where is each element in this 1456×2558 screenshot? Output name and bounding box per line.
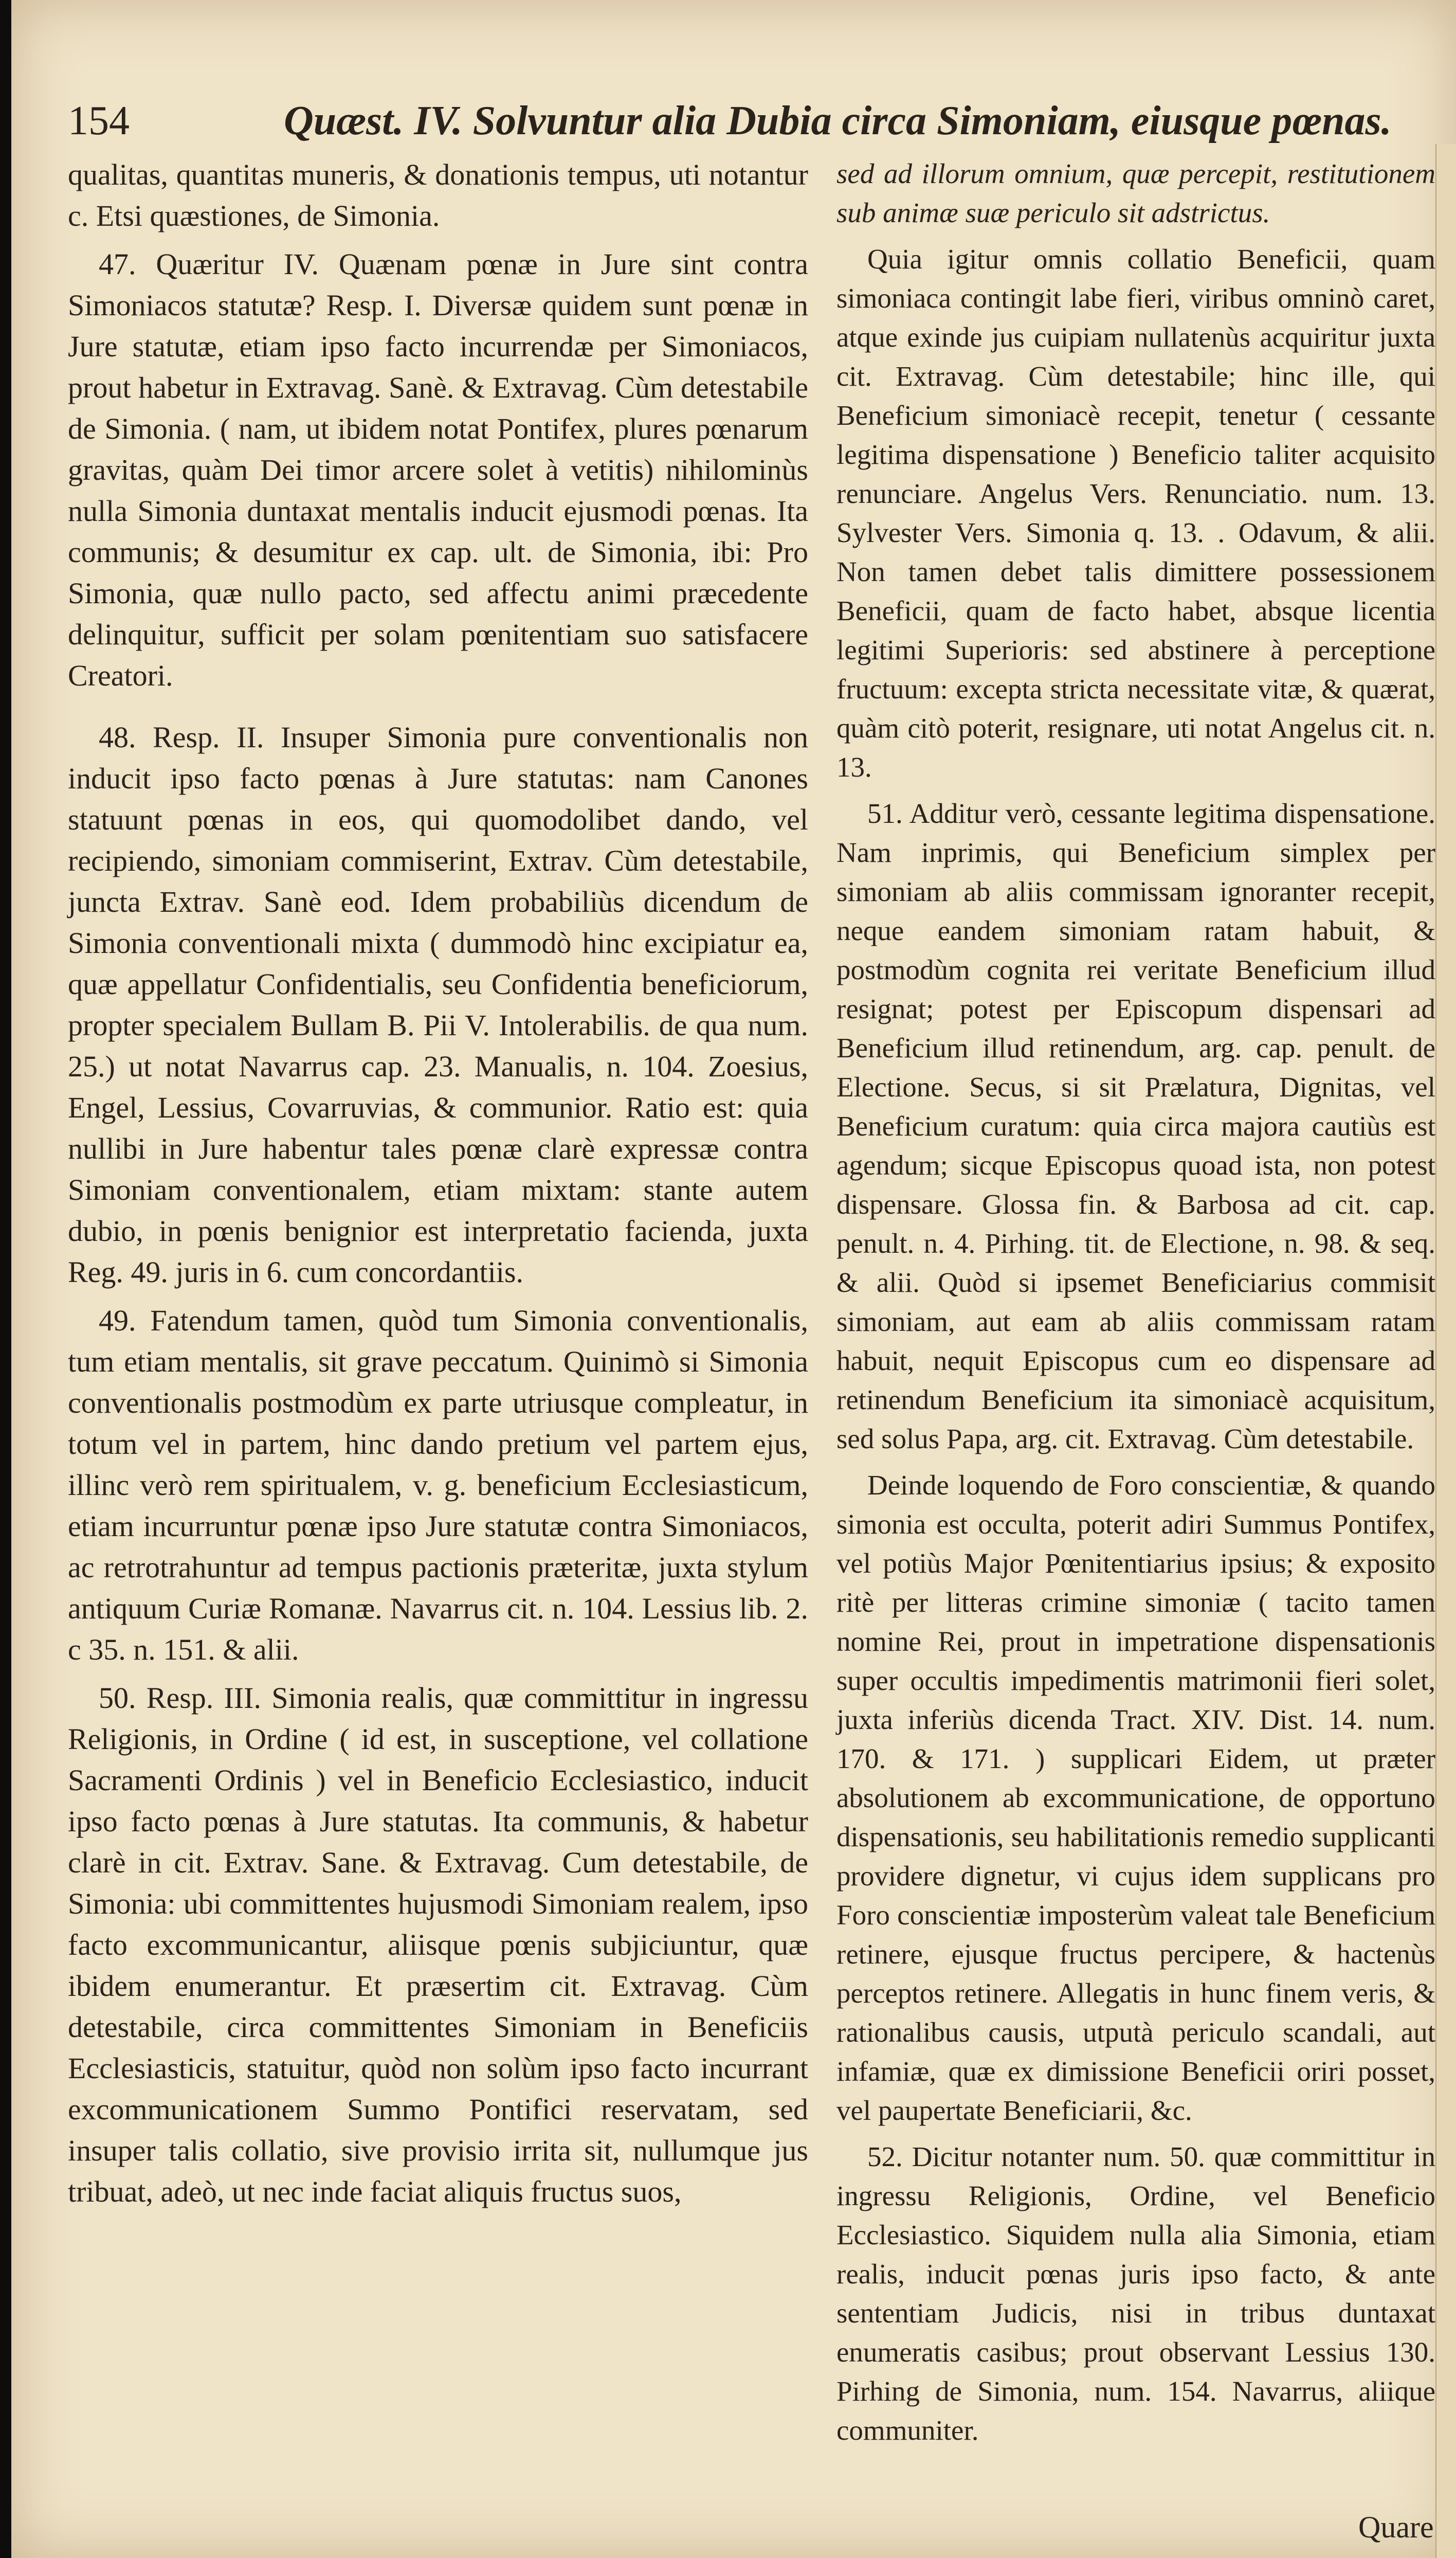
adjacent-page-edge: [1435, 144, 1456, 2558]
right-column: [836, 154, 1435, 2457]
running-title: Quæst. IV. Solvuntur alia Dubia circa Simoniam, eiusque pœnas.: [284, 98, 1392, 143]
paragraph: Quia igitur omnis collatio Beneficii, quam simoniaca contingit labe fieri, viribus omninò caret, atque exinde jus cuipiam nullatenùs acquiritur juxta cit. Extravag. Cùm detestabile; hinc ille, qui Beneficium simoniacè recepit, tenetur ( cessante legitima dispensatione ) Beneficio taliter acquisito renunciare. Angelus Vers. Renunciatio. num. 13. Sylvester Vers. Simonia q. 13. . Odavum, & alii. Non tamen debet talis dimittere possessionem Beneficii, quam de facto habet, absque licentia legitimi Superioris: sed abstinere à perceptione fructuum: excepta stricta necessitate vitæ, & quærat, quàm citò poterit, resignare, uti notat Angelus cit. n. 13.: [836, 243, 1435, 783]
paragraph: 52. Dicitur notanter num. 50. quæ committitur in ingressu Religionis, Ordine, vel Beneficio Ecclesiastico. Siquidem nulla alia Simonia, etiam realis, inducit pœnas juris ipso facto, & ante sententiam Judicis, nisi in tribus duntaxat enumeratis casibus; prout observant Lessius 130. Pirhing de Simonia, num. 154. Navarrus, aliique communiter.: [836, 2141, 1435, 2446]
book-page: [11, 0, 1456, 2558]
paragraph: qualitas, quantitas muneris, & donationis tempus, uti notantur c. Etsi quæstiones, de Simonia.: [68, 158, 808, 232]
paragraph: 49. Fatendum tamen, quòd tum Simonia conventionalis, tum etiam mentalis, sit grave peccatum. Quinimò si Simonia conventionalis postmodùm ex parte utriusque compleatur, in totum vel in partem, hinc dando pretium vel partem ejus, illinc verò rem spiritualem, v. g. beneficium Ecclesiasticum, etiam incurruntur pœnæ ipso Jure statutæ contra Simoniacos, ac retrotrahuntur ad tempus pactionis præteritæ, juxta stylum antiquum Curiæ Romanæ. Navarrus cit. n. 104. Lessius lib. 2. c 35. n. 151. & alii.: [68, 1304, 808, 1666]
paragraph: 47. Quæritur IV. Quænam pœnæ in Jure sint contra Simoniacos statutæ? Resp. I. Diversæ quidem sunt pœnæ in Jure statutæ, etiam ipso facto incurrendæ per Simoniacos, prout habetur in Extravag. Sanè. & Extravag. Cùm detestabile de Simonia. ( nam, ut ibidem notat Pontifex, plures pœnarum gravitas, quàm Dei timor arcere solet à vetitis) nihilominùs nulla Simonia duntaxat mentalis inducit ejusmodi pœnas. Ita communis; & desumitur ex cap. ult. de Simonia, ibi: Pro Simonia, quæ nullo pacto, sed affectu animi præcedente delinquitur, sufficit per solam pœnitentiam suo satisfacere Creatori.: [68, 247, 808, 692]
paragraph: 50. Resp. III. Simonia realis, quæ committitur in ingressu Religionis, in Ordine ( id est, in susceptione, vel collatione Sacramenti Ordinis ) vel in Beneficio Ecclesiastico, inducit ipso facto pœnas à Jure statutas. Ita communis, & habetur clarè in cit. Extrav. Sane. & Extravag. Cum detestabile, de Simonia: ubi committentes hujusmodi Simoniam realem, ipso facto excommunicantur, aliisque pœnis subjiciuntur, quæ ibidem enumerantur. Et præsertim cit. Extravag. Cùm detestabile, circa committentes Simoniam in Beneficiis Ecclesiasticis, statuitur, quòd non solùm ipso facto incurrant excommunicationem Summo Pontifici reservatam, sed insuper talis collatio, sive provisio irrita sit, nullumque jus tribuat, adeò, ut nec inde faciat aliquis fructus suos,: [68, 1681, 808, 2208]
left-column: [68, 154, 808, 2220]
catchword: Quare: [1358, 2510, 1434, 2544]
paragraph: 48. Resp. II. Insuper Simonia pure conventionalis non inducit ipso facto pœnas à Jure statutas: nam Canones statuunt pœnas in eos, qui quomodolibet dando, vel recipiendo, simoniam commiserint, Extrav. Cùm detestabile, juncta Extrav. Sanè eod. Idem probabiliùs dicendum de Simonia conventionali mixta ( dummodò hinc excipiatur ea, quæ appellatur Confidentialis, seu Confidentia beneficiorum, propter specialem Bullam B. Pii V. Intolerabilis. de qua num. 25.) ut notat Navarrus cap. 23. Manualis, n. 104. Zoesius, Engel, Lessius, Covarruvias, & communior. Ratio est: quia nullibi in Jure habentur tales pœnæ clarè expressæ contra Simoniam conventionalem, etiam mixtam: stante autem dubio, in pœnis benignior est interpretatio facienda, juxta Reg. 49. juris in 6. cum concordantiis.: [68, 720, 808, 1289]
paragraph: Deinde loquendo de Foro conscientiæ, & quando simonia est occulta, poterit adiri Summus Pontifex, vel potiùs Major Pœnitentiarius ipsius; & exposito ritè per litteras crimine simoniæ ( tacito tamen nomine Rei, prout in impetratione dispensationis super occultis impedimentis matrimonii fieri solet, juxta inferiùs dicenda Tract. XIV. Dist. 14. num. 170. & 171. ) supplicari Eidem, ut præter absolutionem ab excommunicatione, de opportuno dispensationis, seu habilitationis remedio supplicanti providere dignetur, vi cujus idem supplicans pro Foro conscientiæ imposterùm valeat tale Beneficium retinere, ejusque fructus percipere, & hactenùs perceptos retinere. Allegatis in hunc finem veris, & rationalibus causis, utputà periculo scandali, aut infamiæ, quæ ex dimissione Beneficii oriri posset, vel paupertate Beneficiarii, &c.: [836, 1469, 1435, 2126]
page-number: 154: [68, 98, 130, 143]
running-head: [68, 98, 1405, 154]
paragraph: 51. Additur verò, cessante legitima dispensatione. Nam inprimis, qui Beneficium simplex per simoniam ab aliis commissam ignoranter recepit, neque eandem simoniam ratam habuit, & postmodùm cognita rei veritate Beneficium illud resignat; potest per Episcopum dispensari ad Beneficium illud retinendum, arg. cap. penult. de Electione. Secus, si sit Prælatura, Dignitas, vel Beneficium curatum: quia circa majora cautiùs est agendum; sicque Episcopus quoad ista, non potest dispensare. Glossa fin. & Barbosa ad cit. cap. penult. n. 4. Pirhing. tit. de Electione, n. 98. & seq. & alii. Quòd si ipsemet Beneficiarius commisit simoniam, aut eam ab aliis commissam ratam habuit, nequit Episcopus cum eo dispensare ad retinendum Beneficium ita simoniacè acquisitum, sed solus Papa, arg. cit. Extravag. Cùm detestabile.: [836, 798, 1435, 1454]
paragraph: sed ad illorum omnium, quæ percepit, restitutionem sub animæ suæ periculo sit adstrictus.: [836, 158, 1435, 228]
